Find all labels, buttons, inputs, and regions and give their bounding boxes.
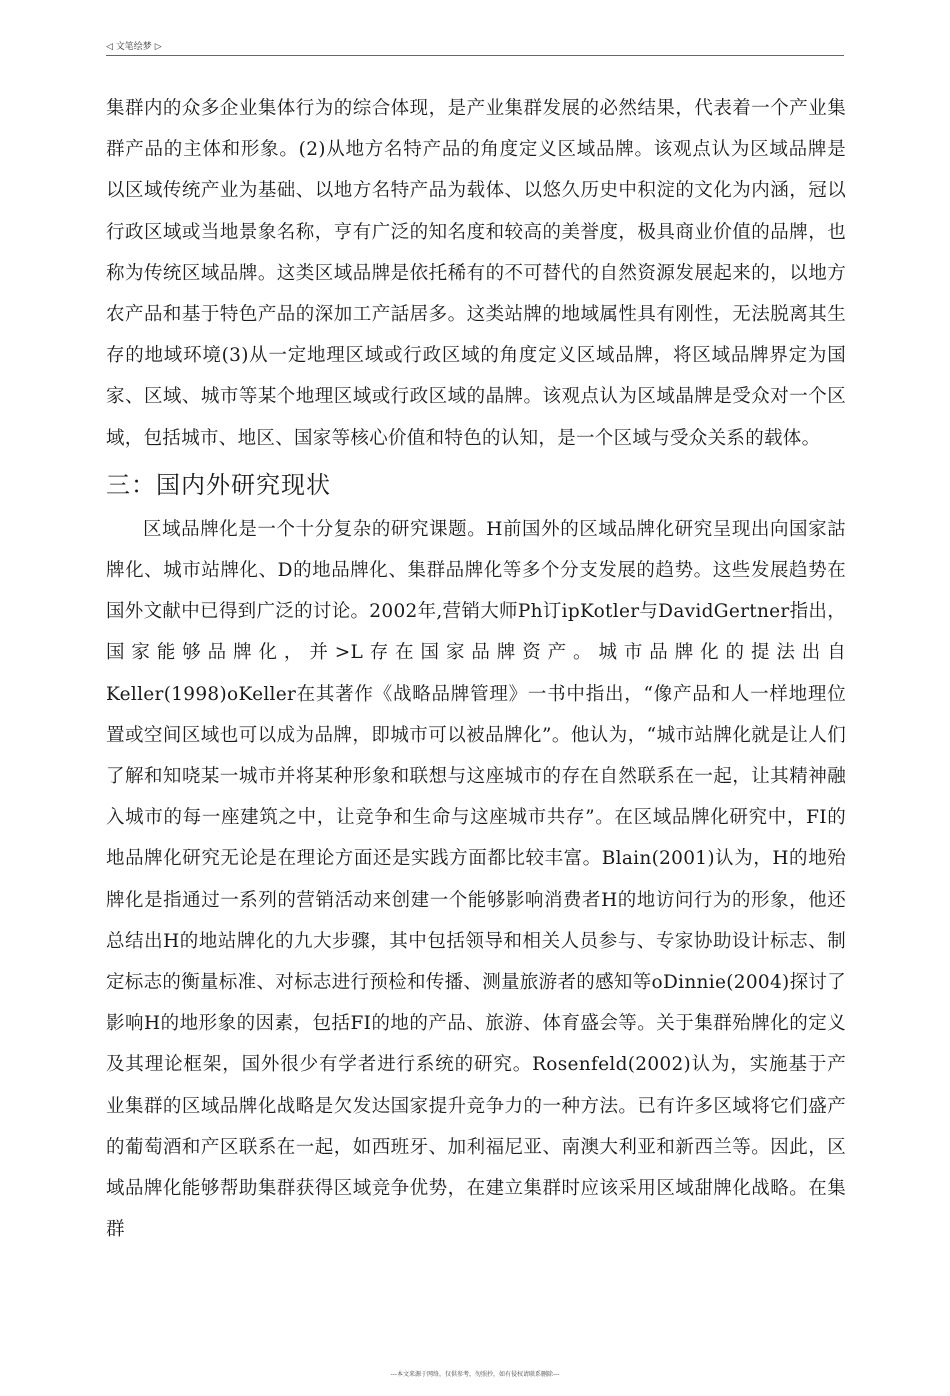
header-divider: [106, 55, 844, 56]
paragraph-research-status: 区域品牌化是一个十分复杂的研究课题。H前国外的区域品牌化研究呈现出向国家詁牌化、城市站牌化、D的地品牌化、集群品牌化等多个分支发展的趋势。这些发展趋势在国外文献中已得到广泛的讨论。2002年,营销大师Ph订ipKotler与DavidGertner指出，国家能够品牌化，并>L存在国家品牌资产。城市品牌化的提法出自Keller(1998)oKeller在其著作《战略品牌管理》一书中指出，“像产品和人一样地理位置或空间区域也可以成为品牌，即城市可以被品牌化”。他认为，“城市站牌化就是让人们了解和知哓某一城市并将某种形象和联想与这座城市的存在自然联系在一起，让其精神融入城市的每一座建筑之中，让竞争和生命与这座城市共存”。在区域品牌化研究中，FI的地品牌化研究无论是在理论方面还是实践方面都比较丰富。Blain(2001)认为，H的地殆牌化是指通过一系列的营销活动来创建一个能够影响消费者H的地访问行为的形象，他还总结出H的地站牌化的九大步骤，其中包括领导和相关人员参与、专家协助设计标志、制定标志的衡量标准、对标志进行预检和传播、测量旅游者的感知等oDinnie(2004)探讨了影响H的地形象的因素，包括FI的地的产品、旅游、体育盛会等。关于集群殆牌化的定义及其理论框架，国外很少有学者进行系统的研究。Rosenfeld(2002)认为，实施基于产业集群的区域品牌化战略是欠发达国家提升竞争力的一种方法。已有许多区域将它们盛产的葡萄酒和产区联系在一起，如西班牙、加利福尼亚、南澳大利亚和新西兰等。因此，区域品牌化能够帮助集群获得区域竞争优势，在建立集群时应该采用区域甜牌化战略。在集群: [106, 518, 846, 1241]
left-triangle-icon: ◁: [106, 42, 113, 52]
header-title: 文笔绘梦: [115, 42, 152, 52]
page-header: [106, 40, 844, 54]
page-footer-notice: ---本文来源于网络，仅供参考，勿照抄，如有侵权请联系删除---: [390, 1371, 560, 1378]
paragraph-continuation: 集群内的众多企业集体行为的综合体现，是产业集群发展的必然结果，代表着一个产业集群产品的主体和形象。(2)从地方名特产品的角度定义区域品牌。该观点认为区域品牌是以区域传统产业为基础、以地方名特产品为载体、以悠久历史中积淀的文化为内涵，冠以行政区域或当地景象名称，亨有广泛的知名度和较高的美誉度，极具商业价值的品牌，也称为传统区域品牌。这类区域品牌是依托稀有的不可替代的自然资源发展起来的，以地方农产品和基于特色产品的深加工产話居多。这类站牌的地域属性具有刚性，无法脱离其生存的地域环境(3)从一定地理区域或行政区域的角度定义区域品牌，将区域品牌界定为国家、区域、城市等某个地理区域或行政区域的晶牌。该观点认为区域晶牌是受众对一个区域，包括城市、地区、国家等核心价值和特色的认知，是一个区域与受众关系的载体。: [106, 98, 846, 449]
section-heading: 三：国内外研究现状: [106, 470, 331, 499]
document-body: [106, 88, 846, 1250]
right-triangle-icon: ▷: [154, 42, 162, 52]
